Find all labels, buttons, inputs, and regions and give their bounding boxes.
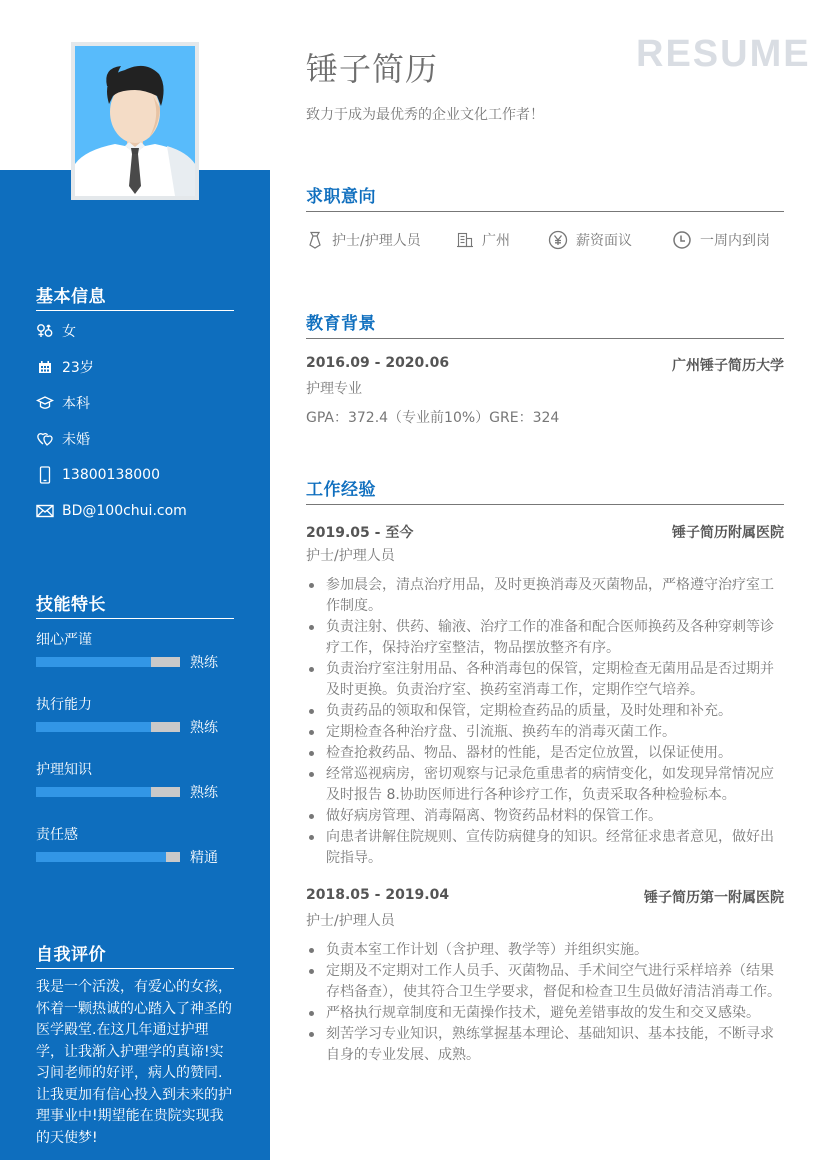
info-education	[36, 385, 234, 421]
info-email	[36, 493, 234, 529]
motto: 致力于成为最优秀的企业文化工作者！	[306, 107, 544, 123]
tie-icon	[306, 231, 324, 249]
phone-icon	[36, 466, 54, 484]
skill-bar	[36, 787, 180, 797]
work-period: 2019.05 - 至今	[306, 525, 414, 541]
calendar-icon	[36, 358, 54, 376]
skill-level: 精通	[190, 850, 218, 866]
work-position: 护士/护理人员	[306, 548, 395, 564]
info-marital	[36, 421, 234, 457]
work-entry	[306, 887, 784, 1066]
education-scores: GPA：372.4（专业前10%）GRE：324	[306, 410, 560, 426]
basic-info-section	[36, 282, 234, 529]
intent-value: 护士/护理人员	[332, 233, 421, 249]
skill-item	[36, 759, 234, 803]
avatar	[75, 46, 195, 196]
work-duties	[306, 940, 784, 1066]
duty-item: 做好病房管理、消毒隔离、物资药品材料的保管工作。	[306, 806, 784, 827]
skill-name: 护理知识	[36, 762, 92, 778]
skill-item	[36, 694, 234, 738]
info-phone	[36, 457, 234, 493]
intent-value: 一周内到岗	[700, 233, 770, 249]
duty-item: 参加晨会，清点治疗用品，及时更换消毒及灭菌物品，严格遵守治疗室工作制度。	[306, 575, 784, 617]
skill-fill	[36, 787, 151, 797]
work-company: 锤子简历附属医院	[672, 525, 784, 541]
graduation-cap-icon	[36, 394, 54, 412]
skill-fill	[36, 722, 151, 732]
duty-item: 向患者讲解住院规则、宣传防病健身的知识。经常征求患者意见，做好出院指导。	[306, 827, 784, 869]
education-major: 护理专业	[306, 381, 362, 397]
info-value: 女	[62, 324, 76, 340]
work-section	[306, 475, 784, 1066]
skill-bar	[36, 722, 180, 732]
duty-item: 检查抢救药品、物品、器材的性能，是否定位放置，以保证使用。	[306, 743, 784, 764]
work-entry	[306, 522, 784, 869]
skill-fill	[36, 852, 166, 862]
basic-info-title: 基本信息	[36, 282, 234, 311]
gender-icon	[36, 322, 54, 340]
info-value: BD@100chui.com	[62, 503, 187, 519]
intent-value: 薪资面议	[576, 233, 632, 249]
self-evaluation-title: 自我评价	[36, 940, 234, 969]
skill-name: 细心严谨	[36, 632, 92, 648]
self-evaluation-section	[36, 940, 234, 1149]
education-school: 广州锤子简历大学	[672, 358, 784, 374]
work-duties	[306, 575, 784, 869]
job-intent-section	[306, 182, 784, 250]
job-intent-title: 求职意向	[306, 182, 784, 212]
skill-fill	[36, 657, 151, 667]
avatar-illustration-icon	[75, 46, 195, 196]
duty-item: 负责药品的领取和保管，定期检查药品的质量，及时处理和补充。	[306, 701, 784, 722]
duty-item: 刻苦学习专业知识，熟练掌握基本理论、基础知识、基本技能，不断寻求自身的专业发展、成熟。	[306, 1024, 784, 1066]
education-period: 2016.09 - 2020.06	[306, 355, 450, 371]
intent-value: 广州	[482, 233, 510, 249]
info-gender	[36, 313, 234, 349]
skill-name: 执行能力	[36, 697, 92, 713]
education-section	[306, 309, 784, 427]
work-company: 锤子简历第一附属医院	[644, 890, 784, 906]
skill-level: 熟练	[190, 655, 218, 671]
info-value: 未婚	[62, 432, 90, 448]
yen-icon	[548, 230, 568, 250]
work-period: 2018.05 - 2019.04	[306, 887, 450, 903]
education-entry-header	[306, 355, 784, 375]
skills-title: 技能特长	[36, 590, 234, 619]
education-title: 教育背景	[306, 309, 784, 339]
skill-level: 熟练	[190, 720, 218, 736]
work-entry-header	[306, 887, 784, 907]
skill-item	[36, 824, 234, 868]
self-evaluation-text: 我是一个活泼，有爱心的女孩，怀着一颗热诚的心踏入了神圣的医学殿堂.在这几年通过护理学，让我渐入护理学的真谛!实习间老师的好评，病人的赞同.让我更加有信心投入到未来的护理事业中!期望能在贵院实现我的天使梦!	[36, 979, 232, 1146]
duty-item: 定期检查各种治疗盘、引流瓶、换药车的消毒灭菌工作。	[306, 722, 784, 743]
info-age	[36, 349, 234, 385]
intent-position	[306, 230, 456, 250]
skill-bar	[36, 657, 180, 667]
info-value: 本科	[62, 396, 90, 412]
duty-item: 严格执行规章制度和无菌操作技术，避免差错事故的发生和交叉感染。	[306, 1003, 784, 1024]
clock-icon	[672, 230, 692, 250]
duty-item: 负责注射、供药、输液、治疗工作的准备和配合医师换药及各种穿刺等诊疗工作，保持治疗室整洁，物品摆放整齐有序。	[306, 617, 784, 659]
intent-salary	[548, 230, 672, 250]
resume-watermark: RESUME	[636, 33, 811, 75]
work-position: 护士/护理人员	[306, 913, 395, 929]
profile-photo	[71, 42, 199, 200]
building-icon	[456, 231, 474, 249]
mail-icon	[36, 502, 54, 520]
skill-level: 熟练	[190, 785, 218, 801]
skill-bar	[36, 852, 180, 862]
intent-availability	[672, 230, 770, 250]
info-value: 23岁	[62, 360, 94, 376]
duty-item: 经常巡视病房，密切观察与记录危重患者的病情变化，如发现异常情况应及时报告 8.协助医师进行各种诊疗工作，负责采取各种检验标本。	[306, 764, 784, 806]
work-entry-header	[306, 522, 784, 542]
candidate-name: 锤子简历	[306, 50, 439, 88]
skills-section	[36, 590, 234, 868]
skill-name: 责任感	[36, 827, 78, 843]
duty-item: 定期及不定期对工作人员手、灭菌物品、手术间空气进行采样培养（结果存档备查），使其符合卫生学要求，督促和检查卫生员做好清洁消毒工作。	[306, 961, 784, 1003]
hearts-icon	[36, 430, 54, 448]
duty-item: 负责治疗室注射用品、各种消毒包的保管，定期检查无菌用品是否过期并及时更换。负责治疗室、换药室消毒工作，定期作空气培养。	[306, 659, 784, 701]
intent-city	[456, 230, 548, 250]
duty-item: 负责本室工作计划（含护理、教学等）并组织实施。	[306, 940, 784, 961]
info-value: 13800138000	[62, 467, 160, 483]
skill-item	[36, 629, 234, 673]
work-title: 工作经验	[306, 475, 784, 505]
